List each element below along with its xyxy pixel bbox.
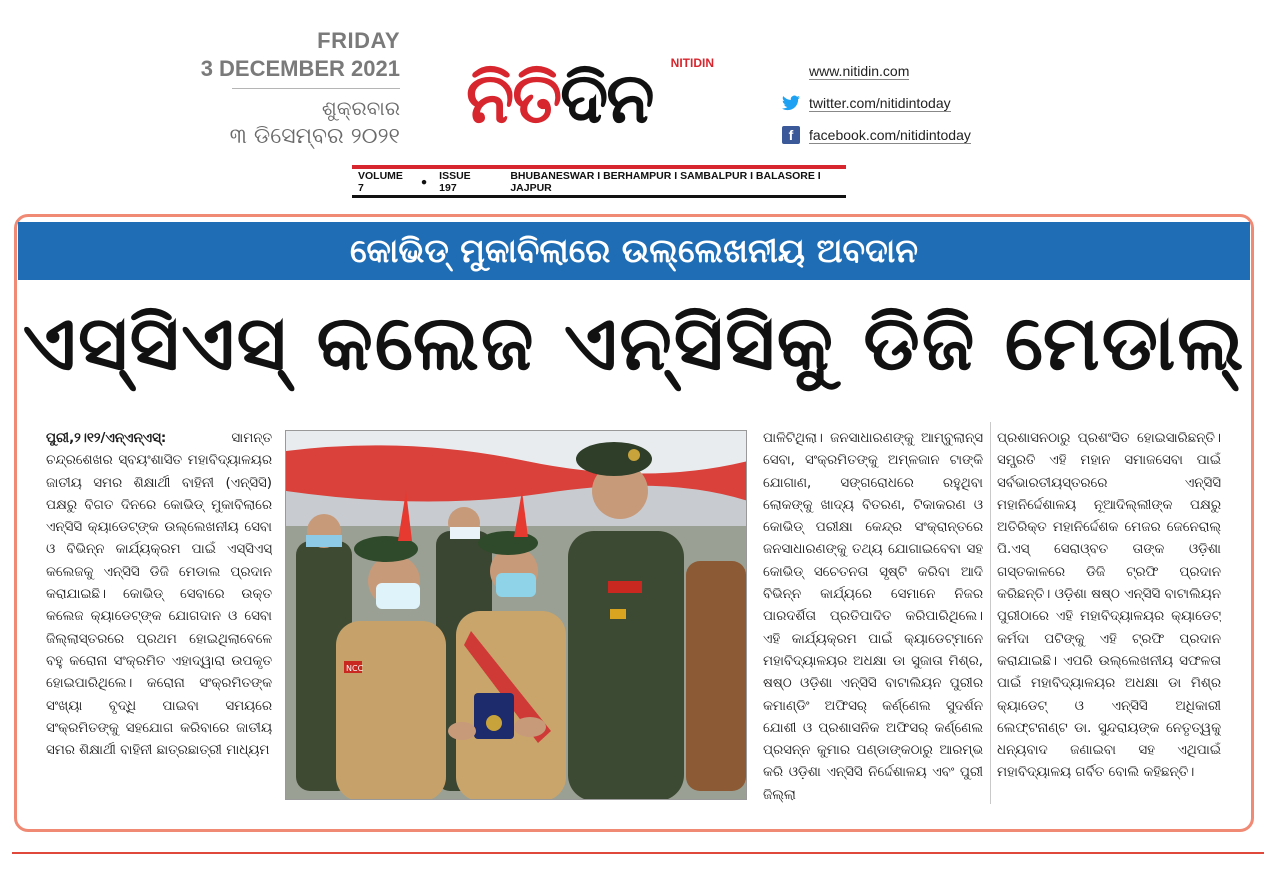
- facebook-text: facebook.com/nitidintoday: [809, 126, 971, 143]
- day-odia: ଶୁକ୍ରବାର: [321, 96, 400, 120]
- full-date-english: 3 DECEMBER 2021: [200, 56, 400, 81]
- column-divider: [990, 422, 991, 804]
- facebook-link[interactable]: [782, 124, 971, 146]
- date-english: [201, 28, 400, 82]
- twitter-link[interactable]: [782, 92, 971, 114]
- full-date-odia: ୩ ଡିସେମ୍ବର ୨୦୨୧: [229, 124, 400, 149]
- volume-label: VOLUME 7: [358, 170, 403, 194]
- dateline: ପୁରୀ,୨।୧୨/ଏନ୍‌ଏନ୍‌ଏସ୍:: [46, 431, 167, 446]
- date-odia: [230, 96, 400, 149]
- date-divider: [232, 88, 400, 89]
- ncc-badge-text: NCC: [346, 664, 364, 673]
- logo-wordmark: [466, 52, 653, 144]
- edition-cities: BHUBANESWAR I BERHAMPUR I SAMBALPUR I BALASORE I JAJPUR: [510, 170, 821, 194]
- facebook-icon: f: [782, 126, 800, 144]
- logo-part-red: ନିତି: [466, 57, 561, 139]
- page-bottom-rule: [12, 852, 1264, 854]
- social-links: [782, 60, 971, 156]
- article-photo[interactable]: [285, 430, 747, 800]
- issue-label: ISSUE 197: [439, 170, 471, 194]
- day-english: FRIDAY: [317, 28, 400, 53]
- masthead-rule-red: [352, 165, 846, 169]
- article-column-4: ପ୍ରଶାସନଠାରୁ ପ୍ରଶଂସିତ ହୋଇସାରିଛନ୍ତି। ସମ୍ପ୍ରତି ଏହି ମହାନ ସମାଜସେବା ପାଇଁ ସର୍ବଭାରତୀୟସ୍ତରରେ ଏନ୍‌ସିସି ମହାନିର୍ଦ୍ଦେଶାଳୟ ନୂଆଦିଲ୍ଲୀଙ୍କ ପକ୍ଷରୁ ଅତିରିକ୍ତ ମହାନିର୍ଦ୍ଦେଶକ ମେଜର ଜେନେରାଲ୍ ପି.ଏସ୍ ସେରାଓ୍ବତ ତାଙ୍କ ଓଡ଼ିଶା ଗସ୍ତକାଳରେ ଡିଜି ଟ୍ରଫି ପ୍ରଦାନ କରିଛନ୍ତି। ଓଡ଼ିଶା ଷଷ୍ଠ ଏନ୍‌ସିସି ବାଟାଲିୟନ ପୁରୀଠାରେ ଏହି ମହାବିଦ୍ୟାଳୟର କ୍ୟାଡେଟ୍ କର୍ମଦା ପଟିଙ୍କୁ ଏହି ଟ୍ରଫି ପ୍ରଦାନ କରାଯାଇଛି। ଏପରି ଉଲ୍ଲେଖନୀୟ ସଫଳତା ପାଇଁ ମହାବିଦ୍ୟାଳୟର ଅଧକ୍ଷା ଡା ମିଶ୍ର କ୍ୟାଡେଟ୍ ଓ ଏନ୍‌ସିସି ଅଧିକାରୀ ଲେଫ୍ଟନାଣ୍ଟ ଡା. ସୁନ୍ଦରାୟଙ୍କ ନେତୃତ୍ୱକୁ ଧନ୍ୟବାଦ ଜଣାଇବା ସହ ଏଥିପାଇଁ ମହାବିଦ୍ୟାଳୟ ଗର୍ବିତ ବୋଲି କହିଛନ୍ତି।: [997, 431, 1221, 781]
- masthead-rule-black: [352, 195, 846, 198]
- blank-icon: [782, 62, 800, 80]
- logo-small-text: NITIDIN: [670, 56, 714, 70]
- ceremony-illustration: [286, 431, 747, 800]
- kicker-banner: କୋଭିଡ୍ ମୁକାବିଲାରେ ଉଲ୍ଲେଖନୀୟ ଅବଦାନ: [18, 222, 1250, 280]
- article-headline: ଏସ୍‌ସିଏସ୍ କଲେଜ ଏନ୍‌ସିସିକୁ ଡିଜି ମେଡାଲ୍: [22, 297, 1246, 387]
- article-column-3: ପାଳିଟିଥିଲା। ଜନସାଧାରଣଙ୍କୁ ଆମ୍ବୁଲାନ୍ସ ସେବା, ସଂକ୍ରମିତଙ୍କୁ ଅମ୍ଳଜାନ ଟାଙ୍କି ଯୋଗାଣ, ସଙ୍ଗରୋଧରେ ରହୁଥିବା ଲୋକଙ୍କୁ ଖାଦ୍ୟ ବିତରଣ, ଟିକାକରଣ ଓ କୋଭିଡ୍ ପରୀକ୍ଷା କେନ୍ଦ୍ର ସଂକ୍ରାନ୍ତରେ ଜନସାଧାରଣଙ୍କୁ ତଥ୍ୟ ଯୋଗାଇବେବା ସହ କୋଭିଡ୍ ସଚେତନତା ସୃଷ୍ଟି କରିବା ଆଦି ବିଭିନ୍ନ କାର୍ଯ୍ୟରେ ସେମାନେ ନିଜର ପାରଦର୍ଶିତା ପ୍ରତିପାଦିତ କରିପାରିଥିଲେ। ଏହି କାର୍ଯ୍ୟକ୍ରମ ପାଇଁ କ୍ୟାଡେଟ୍‌ମାନେ ମହାବିଦ୍ୟାଳୟର ଅଧକ୍ଷା ଡା ସୁଜାତା ମିଶ୍ର, ଷଷ୍ଠ ଓଡ଼ିଶା ଏନ୍‌ସିସି ବାଟାଲିୟନ ପୁରୀର କମାଣ୍ଡିଂ ଅଫିସର୍ କର୍ଣ୍ଣେଲ ସୁଦର୍ଶନ ଯୋଶୀ ଓ ପ୍ରଶାସନିକ ଅଫିସର୍ କର୍ଣ୍ଣେଲ ପ୍ରସନ୍ନ କୁମାର ପଣ୍ଡାଙ୍କଠାରୁ ଆରମ୍ଭ କରି ଓଡ଼ିଶା ଏନ୍‌ସିସି ନିର୍ଦ୍ଦେଶାଳୟ ଏବଂ ପୁରୀ ଜିଲ୍ଲା: [763, 431, 983, 803]
- edition-bar: [352, 172, 846, 192]
- nitidin-logo[interactable]: [466, 52, 736, 144]
- column-1-text: ସାମନ୍ତ ଚନ୍ଦ୍ରଶେଖର ସ୍ବୟଂଶାସିତ ମହାବିଦ୍ୟାଳୟର ଜାତୀୟ ସମର ଶିକ୍ଷାର୍ଥୀ ବାହିନୀ (ଏନ୍‌ସିସି) ପକ୍ଷରୁ ବିଗତ ଦିନରେ କୋଭିଡ୍ ମୁକାବିଲାରେ ଏନ୍‌ସିସି କ୍ୟାଡେଟ୍‌ଙ୍କ ଉଲ୍ଲେଖନୀୟ ସେବା ଓ ବିଭିନ୍ନ କାର୍ଯ୍ୟକ୍ରମ ପାଇଁ ଏସ୍‌ସିଏସ୍ କଲେଜକୁ ଏନ୍‌ସିସି ଡିଜି ମେଡାଲ ପ୍ରଦାନ କରାଯାଇଛି। କୋଭିଡ୍ ସେବାରେ ଉକ୍ତ କଲେଜ କ୍ୟାଡେଟ୍‌ଙ୍କ ଯୋଗଦାନ ଓ ସେବା ଜିଲ୍ଲାସ୍ତରରେ ପ୍ରଥମ ହୋଇଥିଲାବେଳେ ବହୁ କରୋନା ସଂକ୍ରମିତ ଏହାଦ୍ୱାରା ଉପକୃତ ହୋଇପାରିଥିଲେ। କରୋନା ସଂକ୍ରମିତଙ୍କ ସଂଖ୍ୟା ବୃଦ୍ଧି ପାଇବା ସମୟରେ ସଂକ୍ରମିତଙ୍କୁ ସହଯୋଗ କରିବାରେ ଜାତୀୟ ସମର ଶିକ୍ଷାର୍ଥୀ ବାହିନୀ ଛାତ୍ରଛାତ୍ରୀ ମାଧ୍ୟମ: [46, 431, 272, 759]
- website-link[interactable]: [782, 60, 971, 82]
- twitter-icon: [782, 94, 800, 112]
- logo-part-black: ଦିନ: [560, 57, 653, 139]
- twitter-text: twitter.com/nitidintoday: [809, 94, 951, 111]
- bullet-icon: ●: [420, 176, 428, 188]
- article-column-1: [46, 428, 272, 804]
- website-text: www.nitidin.com: [809, 62, 910, 79]
